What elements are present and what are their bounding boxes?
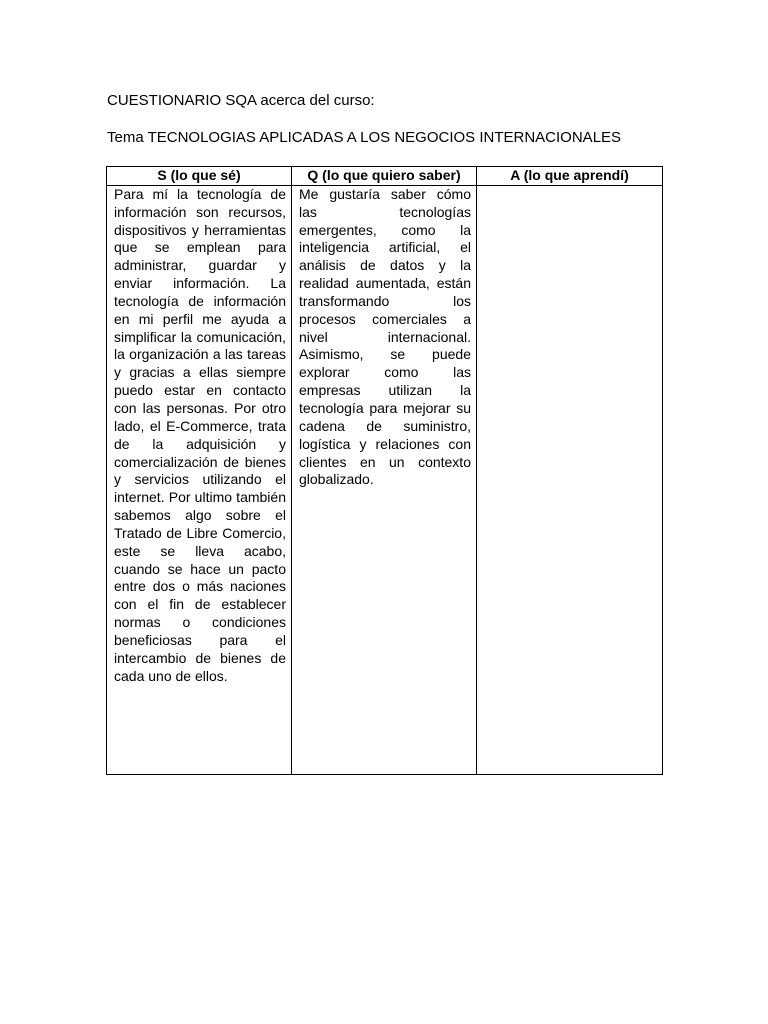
document-topic: Tema TECNOLOGIAS APLICADAS A LOS NEGOCIOS INTERNACIONALES	[107, 129, 622, 146]
cell-q-content: Me gustaría saber cómo las tecnologías emergentes, como la inteligencia artificial, el análisis de datos y la realidad aumentada, están transformando los procesos comerciales a nivel internacional. Asimismo, se puede explorar como las empresas utilizan la tecnología para mejorar su cadena de suministro, logística y relaciones con clientes en un contexto globalizado.	[292, 185, 477, 774]
cell-s-content: Para mí la tecnología de información son recursos, dispositivos y herramientas que se emplean para administrar, guardar y enviar información. La tecnología de información en mi perfil me ayuda a simplificar la comunicación, la organización a las tareas y gracias a ellas siempre puedo estar en contacto con las personas. Por otro lado, el E-Commerce, trata de la adquisición y comercialización de bienes y servicios utilizando el internet. Por ultimo también sabemos algo sobre el Tratado de Libre Comercio, este se lleva acabo, cuando se hace un pacto entre dos o más naciones con el fin de establecer normas o condiciones beneficiosas para el intercambio de bienes de cada uno de ellos.	[107, 185, 292, 774]
sqa-table	[106, 166, 663, 775]
header-q-what-i-want-to-know: Q (lo que quiero saber)	[292, 167, 477, 186]
table-header-row	[107, 167, 663, 186]
cell-a-content	[477, 185, 663, 774]
header-a-what-i-learned: A (lo que aprendí)	[477, 167, 663, 186]
document-title: CUESTIONARIO SQA acerca del curso:	[107, 92, 375, 109]
header-s-what-i-know: S (lo que sé)	[107, 167, 292, 186]
table-row	[107, 185, 663, 774]
